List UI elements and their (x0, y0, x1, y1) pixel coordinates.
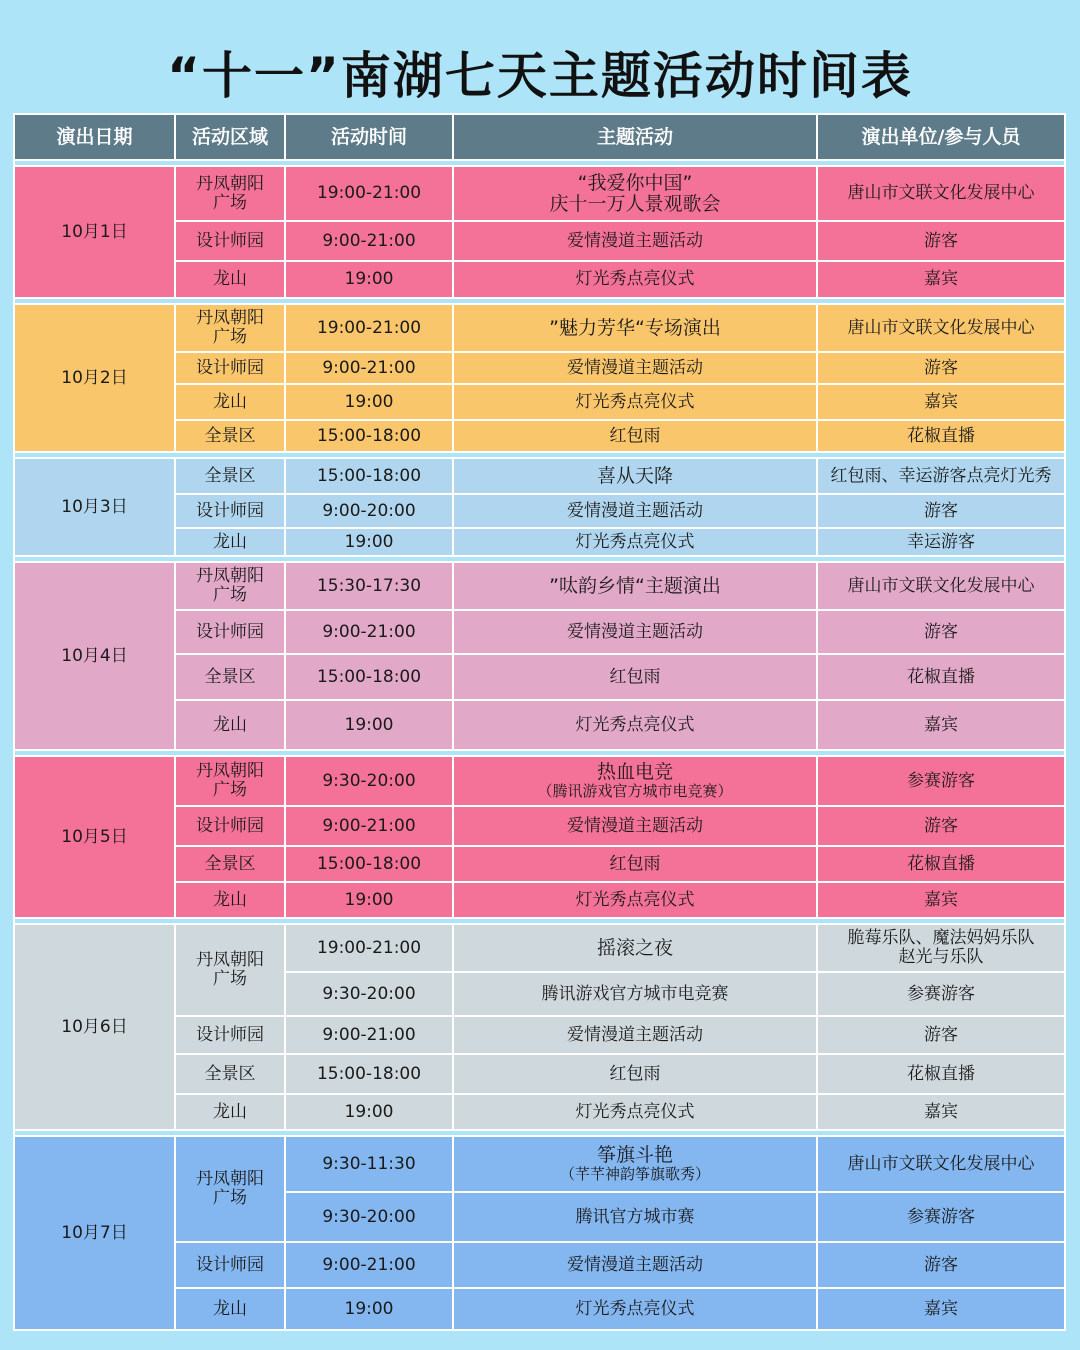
time-cell-text: 9:00-21:00 (322, 815, 416, 836)
theme-cell (453, 882, 817, 918)
unit-cell (817, 924, 1065, 972)
unit-cell (817, 1136, 1065, 1192)
time-cell-text: 19:00 (344, 269, 394, 289)
time-cell-text: 19:00-21:00 (316, 183, 422, 203)
time-cell (285, 1094, 453, 1130)
theme-cell-text: 红包雨 (609, 853, 661, 874)
time-cell-text: 19:00 (344, 714, 394, 735)
theme-cell (453, 1192, 817, 1242)
theme-cell-text: 灯光秀点亮仪式 (575, 531, 695, 552)
unit-cell (817, 420, 1065, 452)
date-cell (14, 304, 175, 452)
area-cell (175, 1094, 285, 1130)
theme-cell (453, 261, 817, 298)
date-cell-text: 10月4日 (61, 645, 128, 666)
theme-cell (453, 1054, 817, 1094)
area-cell-text: 全景区 (204, 1063, 256, 1084)
unit-cell-text: 嘉宾 (924, 269, 958, 289)
theme-cell-text: 灯光秀点亮仪式 (575, 1101, 695, 1122)
time-cell-text: 15:00-18:00 (316, 1063, 422, 1084)
time-cell (285, 756, 453, 806)
unit-cell-text: 幸运游客 (907, 531, 975, 552)
theme-cell (453, 610, 817, 654)
unit-cell-text: 嘉宾 (924, 889, 958, 910)
time-cell-text: 9:00-20:00 (322, 500, 416, 521)
time-cell-text: 19:00 (344, 1298, 394, 1319)
unit-cell (817, 882, 1065, 918)
table-row (14, 756, 1065, 806)
unit-cell-text: 游客 (924, 500, 958, 521)
unit-cell (817, 700, 1065, 750)
area-cell (175, 420, 285, 452)
unit-cell-text: 花椒直播 (907, 666, 975, 687)
theme-cell-text: 红包雨 (609, 425, 661, 446)
theme-cell-text: 红包雨 (609, 1063, 661, 1084)
area-cell (175, 882, 285, 918)
header-row (14, 114, 1065, 160)
theme-cell (453, 458, 817, 494)
theme-cell-text: 腾讯游戏官方城市电竞赛 (541, 983, 729, 1004)
unit-cell (817, 610, 1065, 654)
theme-cell (453, 304, 817, 352)
time-cell (285, 458, 453, 494)
time-cell-text: 19:00 (344, 889, 394, 910)
date-cell-text: 10月5日 (61, 826, 128, 847)
date-cell-text: 10月6日 (61, 1016, 128, 1037)
theme-cell-text: 红包雨 (609, 666, 661, 687)
time-cell (285, 1192, 453, 1242)
theme-cell (453, 972, 817, 1016)
date-cell (14, 1136, 175, 1330)
area-cell (175, 756, 285, 806)
area-cell-text: 全景区 (204, 425, 256, 446)
theme-cell-text: 爱情漫道主题活动 (567, 1024, 703, 1045)
theme-cell (453, 420, 817, 452)
theme-cell-text: ”呔韵乡情“主题演出 (549, 574, 721, 597)
unit-cell-text: 唐山市文联文化发展中心 (847, 317, 1035, 338)
date-cell (14, 924, 175, 1130)
theme-cell-text: 爱情漫道主题活动 (567, 621, 703, 642)
time-cell (285, 562, 453, 610)
area-cell-text: 丹凤朝阳 广场 (196, 173, 264, 213)
area-cell-text: 设计师园 (196, 500, 264, 521)
area-cell-text: 龙山 (213, 1298, 247, 1319)
theme-cell (453, 1136, 817, 1192)
theme-cell (453, 352, 817, 384)
area-cell-text: 龙山 (213, 269, 247, 289)
time-cell (285, 384, 453, 420)
unit-cell-text: 嘉宾 (924, 1298, 958, 1319)
area-cell-text: 设计师园 (196, 815, 264, 836)
unit-cell (817, 562, 1065, 610)
unit-cell (817, 1054, 1065, 1094)
theme-cell-text: 热血电竞 (596, 761, 673, 783)
time-cell (285, 1016, 453, 1054)
theme-cell-text: 摇滚之夜 (596, 936, 673, 959)
area-cell-text: 设计师园 (196, 1254, 264, 1275)
area-cell-text: 丹凤朝阳 广场 (196, 308, 264, 347)
theme-cell-text: 灯光秀点亮仪式 (575, 391, 695, 412)
header-date: 演出日期 (14, 114, 175, 160)
area-cell-text: 龙山 (213, 531, 247, 552)
header-theme: 主题活动 (453, 114, 817, 160)
table-row (14, 166, 1065, 221)
time-cell-text: 19:00-21:00 (316, 937, 422, 958)
unit-cell-text: 游客 (924, 357, 958, 378)
unit-cell-text: 参赛游客 (907, 1206, 975, 1227)
theme-cell-text: 腾讯官方城市赛 (575, 1206, 695, 1227)
unit-cell-text: 嘉宾 (924, 391, 958, 412)
date-cell-text: 10月2日 (61, 367, 128, 388)
unit-cell-text: 嘉宾 (924, 1101, 958, 1122)
table-row (14, 1136, 1065, 1192)
time-cell (285, 166, 453, 221)
area-cell-text: 丹凤朝阳 广场 (196, 950, 264, 989)
theme-cell (453, 654, 817, 700)
table-row (14, 458, 1065, 494)
table-row (14, 562, 1065, 610)
area-cell-text: 龙山 (213, 1101, 247, 1122)
unit-cell (817, 221, 1065, 261)
unit-cell (817, 384, 1065, 420)
area-cell-text: 设计师园 (196, 621, 264, 642)
time-cell (285, 654, 453, 700)
area-cell (175, 494, 285, 528)
unit-cell-text: 参赛游客 (907, 983, 975, 1004)
unit-cell-text: 参赛游客 (907, 770, 975, 791)
unit-cell-text: 嘉宾 (924, 714, 958, 735)
time-cell-text: 15:00-18:00 (316, 465, 422, 486)
unit-cell-text: 花椒直播 (907, 425, 975, 446)
area-cell-text: 丹凤朝阳 广场 (196, 1169, 264, 1208)
area-cell (175, 304, 285, 352)
time-cell-text: 9:30-11:30 (322, 1153, 416, 1174)
schedule-body (14, 160, 1065, 1330)
schedule-table (13, 113, 1066, 1331)
time-cell (285, 261, 453, 298)
area-cell (175, 166, 285, 221)
time-cell-text: 19:00 (344, 1101, 394, 1122)
theme-cell (453, 756, 817, 806)
unit-cell (817, 756, 1065, 806)
date-cell (14, 756, 175, 918)
time-cell-text: 9:30-20:00 (322, 770, 416, 791)
theme-cell-text: 爱情漫道主题活动 (567, 500, 703, 521)
unit-cell (817, 1288, 1065, 1330)
unit-cell-text: 游客 (924, 1024, 958, 1045)
area-cell-text: 龙山 (213, 391, 247, 412)
unit-cell (817, 1192, 1065, 1242)
unit-cell-text: 唐山市文联文化发展中心 (847, 183, 1035, 203)
time-cell-text: 19:00 (344, 391, 394, 412)
area-cell (175, 528, 285, 556)
area-cell-text: 全景区 (204, 465, 256, 486)
unit-cell (817, 352, 1065, 384)
theme-cell-text: 喜从天降 (596, 464, 673, 487)
date-cell (14, 166, 175, 298)
time-cell (285, 352, 453, 384)
area-cell-text: 丹凤朝阳 广场 (196, 566, 264, 605)
unit-cell (817, 1094, 1065, 1130)
unit-cell (817, 654, 1065, 700)
area-cell (175, 654, 285, 700)
theme-cell-text: 爱情漫道主题活动 (567, 815, 703, 836)
unit-cell-text: 唐山市文联文化发展中心 (847, 1153, 1035, 1174)
unit-cell (817, 494, 1065, 528)
date-cell-text: 10月1日 (61, 221, 128, 242)
time-cell (285, 1288, 453, 1330)
time-cell (285, 528, 453, 556)
theme-cell (453, 1016, 817, 1054)
time-cell-text: 15:00-18:00 (316, 853, 422, 874)
theme-cell-text: 爱情漫道主题活动 (567, 230, 703, 251)
time-cell (285, 972, 453, 1016)
area-cell-text: 设计师园 (196, 230, 264, 251)
theme-cell (453, 1242, 817, 1288)
time-cell (285, 700, 453, 750)
time-cell (285, 846, 453, 882)
area-cell (175, 700, 285, 750)
theme-cell (453, 166, 817, 221)
area-cell (175, 352, 285, 384)
date-cell (14, 562, 175, 750)
theme-cell (453, 924, 817, 972)
area-cell (175, 610, 285, 654)
area-cell-text: 设计师园 (196, 357, 264, 378)
unit-cell (817, 304, 1065, 352)
theme-cell (453, 494, 817, 528)
time-cell (285, 1242, 453, 1288)
unit-cell-text: 游客 (924, 1254, 958, 1275)
area-cell (175, 806, 285, 846)
time-cell-text: 9:00-21:00 (322, 357, 416, 378)
time-cell-text: 9:00-21:00 (322, 621, 416, 642)
time-cell (285, 610, 453, 654)
unit-cell (817, 806, 1065, 846)
unit-cell-text: 红包雨、幸运游客点亮灯光秀 (830, 465, 1052, 486)
page-title: “十一”南湖七天主题活动时间表 (167, 47, 913, 105)
time-cell-text: 9:00-21:00 (322, 230, 416, 251)
theme-cell (453, 846, 817, 882)
unit-cell (817, 458, 1065, 494)
date-cell-text: 10月7日 (61, 1222, 128, 1243)
unit-cell-text: 脆莓乐队、魔法妈妈乐队 赵光与乐队 (847, 928, 1035, 967)
time-cell-text: 9:00-21:00 (322, 1254, 416, 1275)
theme-cell (453, 562, 817, 610)
time-cell (285, 924, 453, 972)
header-unit: 演出单位/参与人员 (817, 114, 1065, 160)
time-cell (285, 1054, 453, 1094)
unit-cell (817, 261, 1065, 298)
area-cell-text: 龙山 (213, 714, 247, 735)
header-area: 活动区域 (175, 114, 285, 160)
time-cell-text: 15:30-17:30 (316, 575, 422, 596)
theme-cell (453, 221, 817, 261)
time-cell (285, 304, 453, 352)
area-cell (175, 1016, 285, 1054)
time-cell (285, 494, 453, 528)
theme-cell (453, 1288, 817, 1330)
theme-cell (453, 1094, 817, 1130)
unit-cell (817, 1242, 1065, 1288)
unit-cell-text: 唐山市文联文化发展中心 (847, 575, 1035, 596)
area-cell (175, 562, 285, 610)
time-cell-text: 9:30-20:00 (322, 983, 416, 1004)
theme-subtitle: （腾讯游戏官方城市电竞赛） (537, 782, 733, 800)
time-cell-text: 15:00-18:00 (316, 425, 422, 446)
area-cell (175, 261, 285, 298)
date-cell-text: 10月3日 (61, 496, 128, 517)
time-cell (285, 1136, 453, 1192)
unit-cell (817, 1016, 1065, 1054)
unit-cell-text: 游客 (924, 230, 958, 251)
theme-cell (453, 528, 817, 556)
theme-cell-text: 灯光秀点亮仪式 (575, 269, 695, 289)
date-cell (14, 458, 175, 556)
time-cell (285, 806, 453, 846)
header-time: 活动时间 (285, 114, 453, 160)
table-row (14, 304, 1065, 352)
area-cell (175, 1054, 285, 1094)
time-cell (285, 882, 453, 918)
table-row (14, 924, 1065, 972)
area-cell-text: 丹凤朝阳 广场 (196, 761, 264, 800)
unit-cell-text: 游客 (924, 621, 958, 642)
area-cell-text: 龙山 (213, 889, 247, 910)
area-cell (175, 221, 285, 261)
theme-cell (453, 806, 817, 846)
theme-cell-text: 筝旗斗艳 (596, 1144, 673, 1166)
time-cell-text: 9:30-20:00 (322, 1206, 416, 1227)
theme-subtitle: （芊芊神韵筝旗歌秀） (559, 1165, 710, 1183)
area-cell (175, 1136, 285, 1242)
unit-cell (817, 166, 1065, 221)
area-cell-text: 全景区 (204, 853, 256, 874)
theme-cell (453, 700, 817, 750)
area-cell (175, 846, 285, 882)
theme-cell-text: ”魅力芳华“专场演出 (549, 316, 721, 339)
area-cell-text: 设计师园 (196, 1024, 264, 1045)
theme-cell-text: “我爱你中国” 庆十一万人景观歌会 (549, 171, 721, 215)
time-cell-text: 19:00 (344, 531, 394, 552)
time-cell-text: 15:00-18:00 (316, 666, 422, 687)
theme-cell-text: 爱情漫道主题活动 (567, 357, 703, 378)
time-cell-text: 19:00-21:00 (316, 317, 422, 338)
area-cell (175, 1242, 285, 1288)
time-cell (285, 221, 453, 261)
theme-cell-text: 爱情漫道主题活动 (567, 1254, 703, 1275)
area-cell (175, 458, 285, 494)
unit-cell (817, 846, 1065, 882)
area-cell-text: 全景区 (204, 666, 256, 687)
unit-cell-text: 花椒直播 (907, 853, 975, 874)
unit-cell (817, 972, 1065, 1016)
unit-cell-text: 花椒直播 (907, 1063, 975, 1084)
time-cell-text: 9:00-21:00 (322, 1024, 416, 1045)
area-cell (175, 1288, 285, 1330)
unit-cell (817, 528, 1065, 556)
theme-cell (453, 384, 817, 420)
time-cell (285, 420, 453, 452)
theme-cell-text: 灯光秀点亮仪式 (575, 889, 695, 910)
area-cell (175, 924, 285, 1016)
area-cell (175, 384, 285, 420)
unit-cell-text: 游客 (924, 815, 958, 836)
theme-cell-text: 灯光秀点亮仪式 (575, 1298, 695, 1319)
theme-cell-text: 灯光秀点亮仪式 (575, 714, 695, 735)
